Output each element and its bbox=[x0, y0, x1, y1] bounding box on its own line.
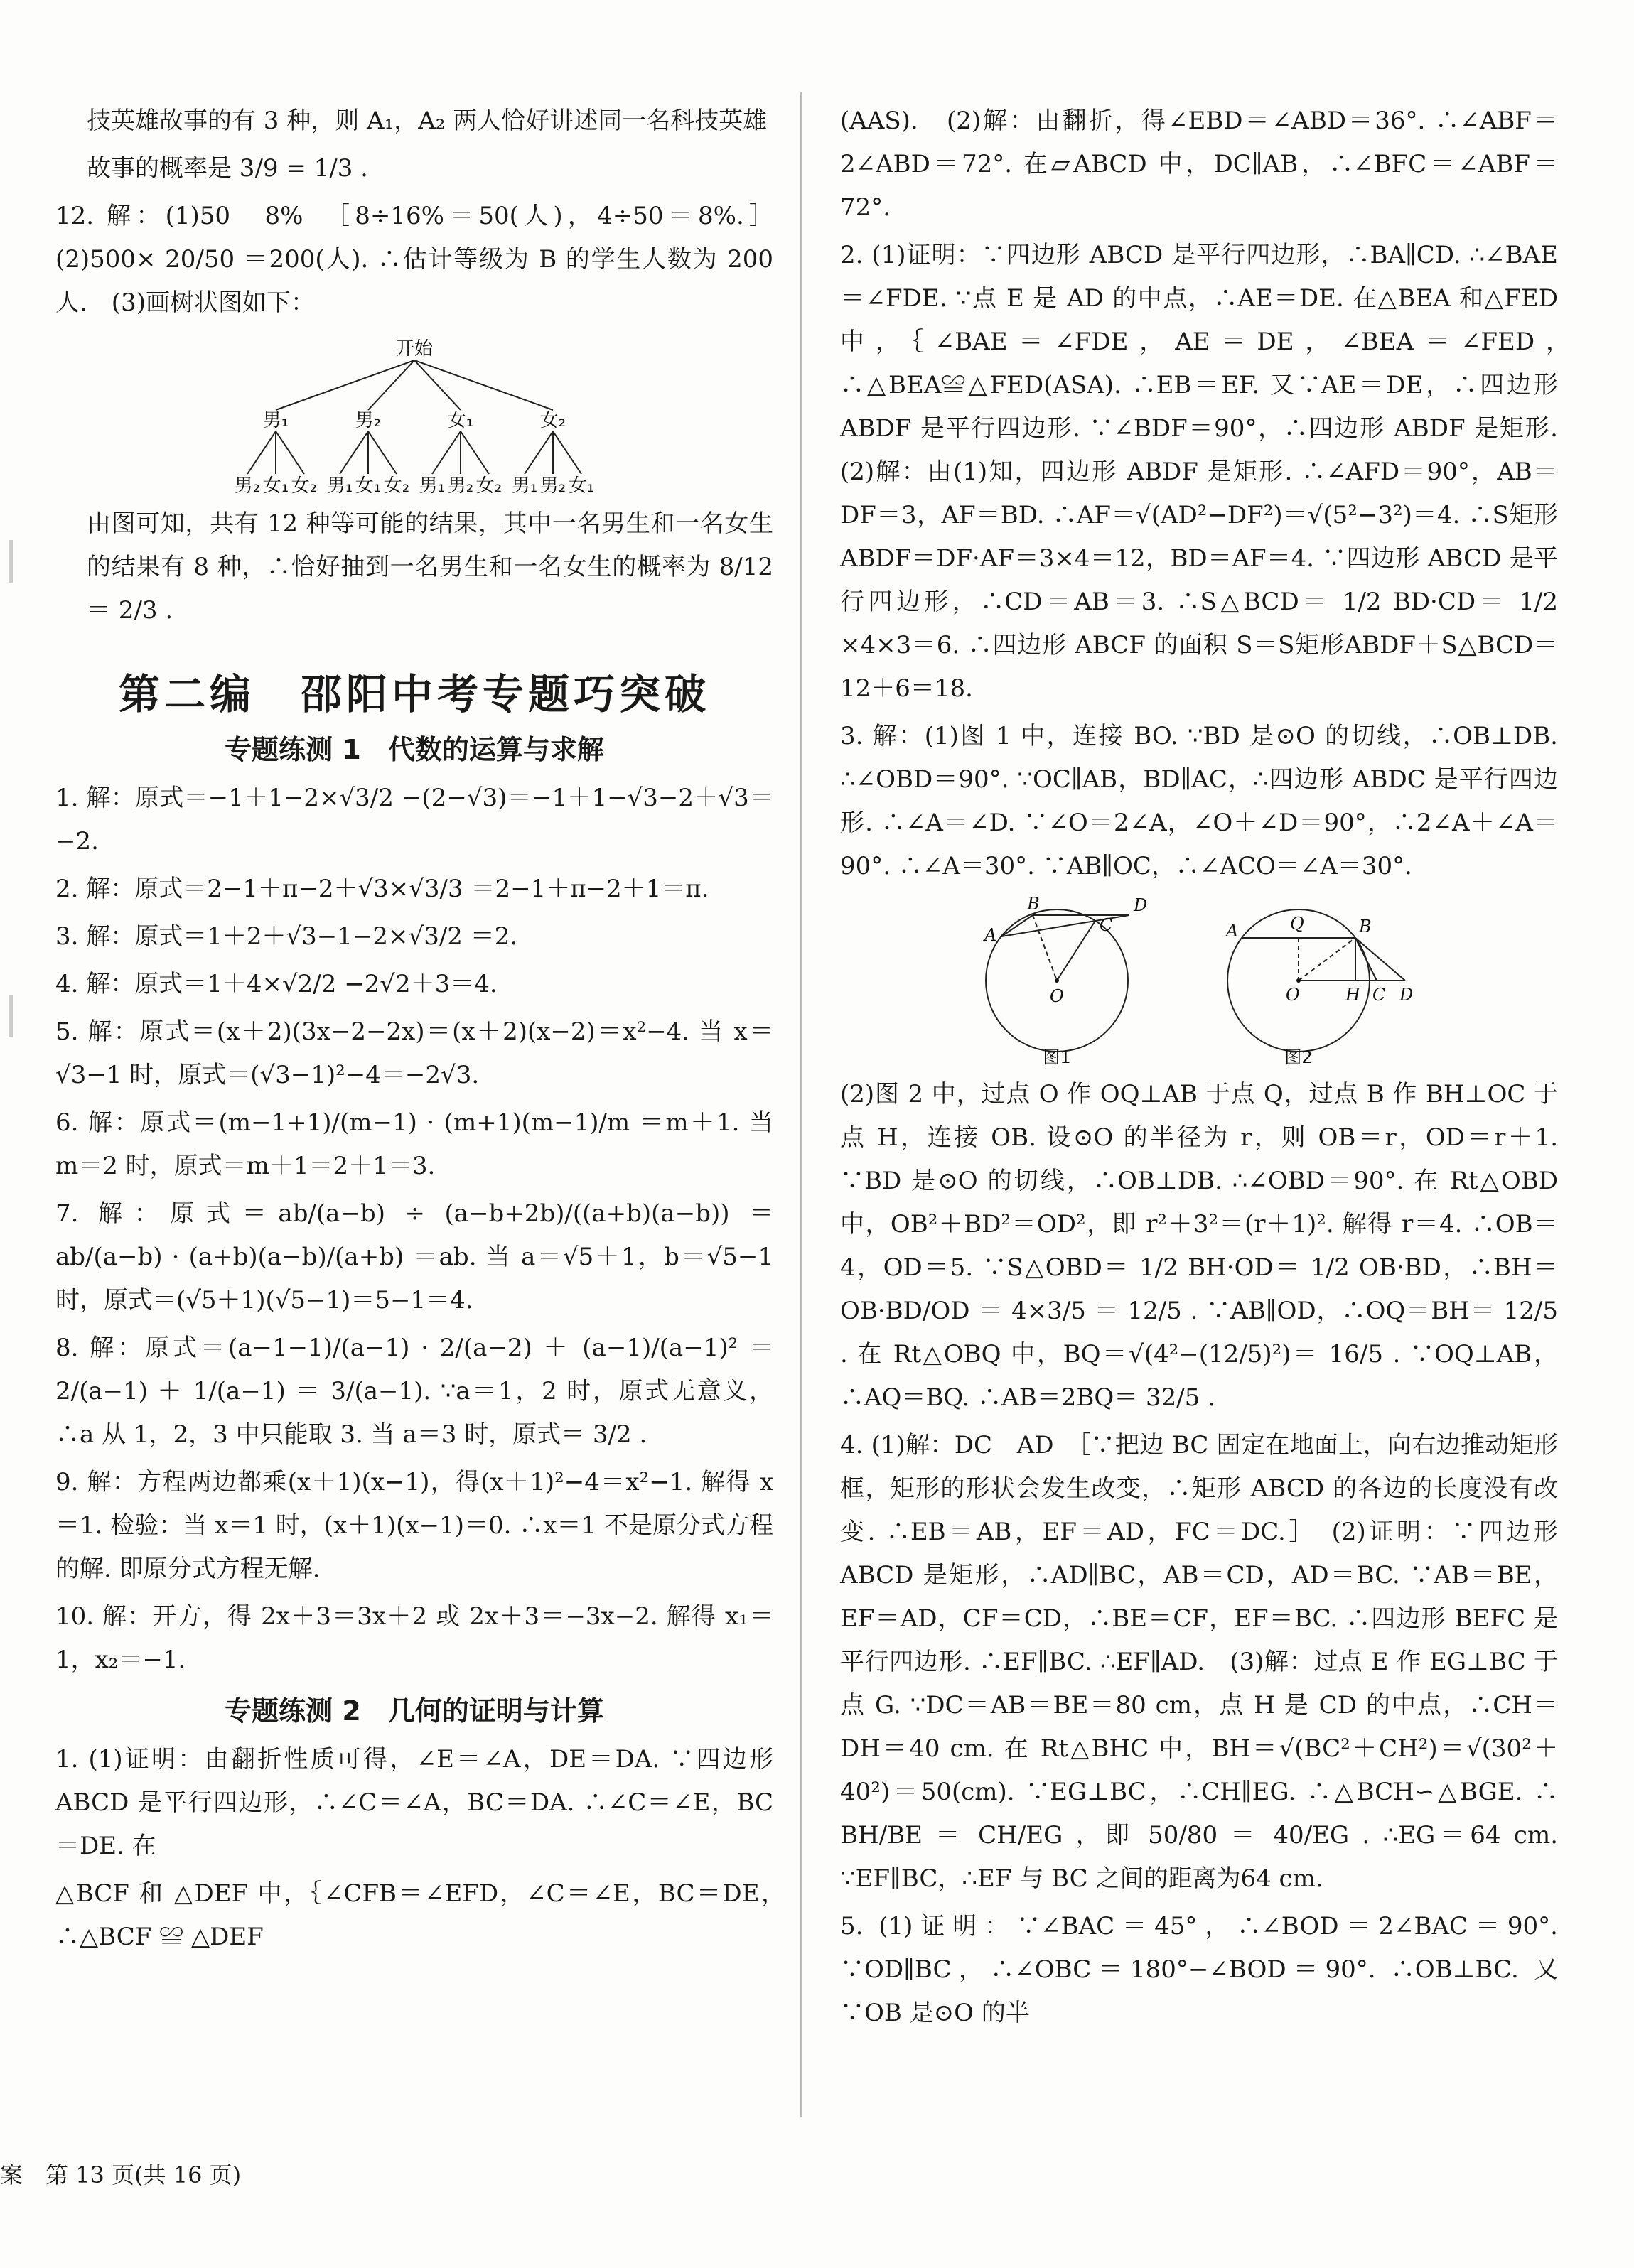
tree-leaf: 女₂ bbox=[383, 475, 410, 495]
tree-leaf: 男₂ bbox=[447, 475, 474, 495]
tree-diagram bbox=[230, 332, 599, 495]
section-title: 专题练测 2 几何的证明与计算 bbox=[225, 1695, 604, 1727]
point-label: O bbox=[1286, 985, 1300, 1005]
exercise-item: 2. (1)证明：∵四边形 ABCD 是平行四边形，∴BA∥CD. ∴∠BAE＝∠FDE. ∵点 E 是 AD 的中点，∴AE＝DE. 在△BEA 和△FED 中，｛∠BAE＝∠FDE，AE＝DE，∠BEA＝∠FED， ∴△BEA≌△FED(ASA). ∴EB＝EF. 又∵AE＝DE，∴四边形 ABDF 是平行四边形. ∵∠BDF＝90°，∴四边形 ABDF 是矩形. (2)解：由(1)知，四边形 ABDF 是矩形. ∴∠AFD＝90°，AB＝DF＝3，AF＝BD. ∴AF＝√(AD²−DF²)＝√(5²−3²)＝4. ∴S矩形ABDF＝DF·AF＝3×4＝12，BD＝AF＝4. ∵四边形 ABCD 是平行四边形，∴CD＝AB＝3. ∴S△BCD＝ 1/2 BD·CD＝ 1/2 ×4×3＝6. ∴四边形 ABCF 的面积 S＝S矩形ABDF＋S△BCD＝12＋6＝18. bbox=[840, 241, 1582, 703]
tree-leaf: 女₁ bbox=[262, 475, 289, 495]
part-title: 第二编 邵阳中考专题巧突破 bbox=[118, 670, 710, 718]
scan-edge-mark bbox=[9, 540, 13, 583]
tree-leaf: 男₂ bbox=[539, 475, 566, 495]
exercise-item: △BCF 和 △DEF 中，｛∠CFB＝∠EFD，∠C＝∠E，BC＝DE， ∴△BCF ≌ △DEF bbox=[55, 1879, 797, 1951]
exercise-item: 10. 解：开方，得 2x＋3＝3x＋2 或 2x＋3＝−3x−2. 解得 x₁＝1，x₂＝−1. bbox=[55, 1602, 773, 1674]
paragraph: 故事的概率是 3/9 = 1/3 . bbox=[87, 154, 368, 183]
exercise-item: 1. (1)证明：由翻折性质可得，∠E＝∠A，DE＝DA. ∵四边形 ABCD 是平行四边形，∴∠C＝∠A，BC＝DA. ∴∠C＝∠E，BC＝DE. 在 bbox=[55, 1745, 773, 1860]
exercise-item: 1. 解：原式＝−1＋1−2×√3/2 −(2−√3)＝−1＋1−√3−2＋√3＝−2. bbox=[55, 784, 773, 855]
exercise-item: 9. 解：方程两边都乘(x＋1)(x−1)，得(x＋1)²−4＝x²−1. 解得 x＝1. 检验：当 x＝1 时，(x＋1)(x−1)＝0. ∴x＝1 不是原分式方程的解. 即原分式方程无解. bbox=[55, 1468, 773, 1583]
exercise-item: 3. 解：(1)图 1 中，连接 BO. ∵BD 是⊙O 的切线，∴OB⊥DB. ∴∠OBD＝90°. ∵OC∥AB，BD∥AC，∴四边形 ABDC 是平行四边形. ∴∠A＝∠D. ∵∠O＝2∠A，∠O＋∠D＝90°，∴2∠A＋∠A＝90°. ∴∠A＝30°. ∵AB∥OC，∴∠ACO＝∠A＝30°. bbox=[840, 722, 1558, 880]
tree-node: 女₁ bbox=[447, 410, 474, 431]
paragraph: 由图可知，共有 12 种等可能的结果，其中一名男生和一名女生的结果有 8 种，∴恰好抽到一名男生和一名女生的概率为 8/12 ＝ 2/3 . bbox=[87, 509, 773, 625]
paragraph: (AAS). (2)解：由翻折，得∠EBD＝∠ABD＝36°. ∴∠ABF＝2∠ABD＝72°. 在▱ABCD 中，DC∥AB，∴∠BFC＝∠ABF＝72°. bbox=[840, 107, 1558, 222]
tree-leaf: 女₂ bbox=[475, 475, 502, 495]
paragraph: (2)图 2 中，过点 O 作 OQ⊥AB 于点 Q，过点 B 作 BH⊥OC 于点 H，连接 OB. 设⊙O 的半径为 r，则 OB＝r，OD＝r＋1. ∵BD 是⊙O 的切线，∴OB⊥DB. ∴∠OBD＝90°. 在 Rt△OBD 中，OB²＋BD²＝OD²，即 r²＋3²＝(r＋1)². 解得 r＝4. ∴OB＝4，OD＝5. ∵S△OBD＝ 1/2 BH·OD＝ 1/2 OB·BD，∴BH＝ OB·BD/OD ＝ 4×3/5 ＝ 12/5 . ∵AB∥OD，∴OQ＝BH＝ 12/5 . 在 Rt△OBQ 中，BQ＝√(4²−(12/5)²)＝ 16/5 . ∵OQ⊥AB，∴AQ＝BQ. ∴AB＝2BQ＝ 32/5 . bbox=[840, 1080, 1558, 1412]
left-column bbox=[55, 99, 797, 1963]
page-footer: 案 第 13 页(共 16 页) bbox=[0, 2161, 242, 2188]
exercise-item: 7. 解：原式＝ab/(a−b) ÷ (a−b+2b)/((a+b)(a−b)) ＝ ab/(a−b) · (a+b)(a−b)/(a+b) ＝ab. 当 a＝√5＋1，b＝√5−1 时，原式＝(√5＋1)(√5−1)＝5−1＝4. bbox=[55, 1199, 773, 1314]
point-label: Q bbox=[1290, 914, 1304, 934]
exercise-item: 8. 解：原式＝(a−1−1)/(a−1) · 2/(a−2) ＋ (a−1)/(a−1)² ＝ 2/(a−1) ＋ 1/(a−1) ＝ 3/(a−1). ∵a＝1，2 时，原式无意义，∴a 从 1，2，3 中只能取 3. 当 a＝3 时，原式＝ 3/2 . bbox=[55, 1334, 773, 1449]
scan-edge-mark bbox=[9, 995, 13, 1037]
point-label: A bbox=[1226, 921, 1239, 941]
tree-leaf: 男₂ bbox=[234, 475, 261, 495]
point-label: B bbox=[1359, 917, 1372, 936]
exercise-item: 4. (1)解：DC AD ［∵把边 BC 固定在地面上，向右边推动矩形框，矩形的形状会发生改变，∴矩形 ABCD 的各边的长度没有改变. ∴EB＝AB，EF＝AD，FC＝DC.］ (2)证明：∵四边形 ABCD 是矩形，∴AD∥BC，AB＝CD，AD＝BC. ∵AB＝BE，EF＝AD，CF＝CD，∴BE＝CF，EF＝BC. ∴四边形 BEFC 是平行四边形. ∴EF∥BC. ∴EF∥AD. (3)解：过点 E 作 EG⊥BC 于点 G. ∵DC＝AB＝BE＝80 cm，点 H 是 CD 的中点，∴CH＝DH＝40 cm. 在 Rt△BHC 中，BH＝√(BC²＋CH²)＝√(30²＋40²)＝50(cm). ∵EG⊥BC，∴CH∥EG. ∴△BCH∽△BGE. ∴ BH/BE ＝ CH/EG ，即 50/80 ＝ 40/EG . ∴EG＝64 cm. ∵EF∥BC，∴EF 与 BC 之间的距离为64 cm. bbox=[840, 1431, 1558, 1893]
figure-caption: 图2 bbox=[1284, 1047, 1313, 1066]
point-label: H bbox=[1345, 985, 1360, 1005]
exercise-item: 5. 解：原式＝(x＋2)(3x−2−2x)＝(x＋2)(x−2)＝x²−4. 当 x＝√3−1 时，原式＝(√3−1)²−4＝−2√3. bbox=[55, 1017, 773, 1089]
exercise-item: 6. 解：原式＝(m−1+1)/(m−1) · (m+1)(m−1)/m ＝m＋1. 当 m＝2 时，原式＝m＋1＝2＋1＝3. bbox=[55, 1108, 773, 1180]
tree-root: 开始 bbox=[395, 338, 434, 360]
tree-leaf: 男₁ bbox=[326, 475, 353, 495]
point-label: A bbox=[984, 925, 997, 945]
point-label: D bbox=[1134, 895, 1148, 915]
exercise-item: 5. (1)证明：∵∠BAC＝45°，∴∠BOD＝2∠BAC＝90°. ∵OD∥BC，∴∠OBC＝180°−∠BOD＝90°. ∴OB⊥BC. 又∵OB 是⊙O 的半 bbox=[840, 1912, 1558, 2027]
point-label: D bbox=[1399, 985, 1414, 1005]
point-label: B bbox=[1027, 895, 1040, 914]
tree-leaf: 女₁ bbox=[568, 475, 595, 495]
exercise-item: 4. 解：原式＝1＋4×√2/2 −2√2＋3＝4. bbox=[55, 970, 498, 998]
tree-node: 男₂ bbox=[355, 410, 382, 431]
exercise-item: 2. 解：原式＝2−1＋π−2＋√3×√3/3 ＝2−1＋π−2＋1＝π. bbox=[55, 875, 709, 903]
point-label: C bbox=[1372, 985, 1386, 1005]
right-column bbox=[840, 99, 1582, 2039]
tree-leaf: 男₁ bbox=[511, 475, 538, 495]
column-divider bbox=[800, 92, 802, 2117]
section-title: 专题练测 1 代数的运算与求解 bbox=[225, 734, 604, 765]
question-12: 12. 解：(1)50 8% ［8÷16%＝50(人)，4÷50＝8%.］ (2)500× 20/50 ＝200(人). ∴估计等级为 B 的学生人数为 200 人. (3)画树状图如下： bbox=[55, 202, 773, 317]
exercise-item: 3. 解：原式＝1＋2＋√3−1−2×√3/2 ＝2. bbox=[55, 922, 518, 951]
geometry-figures bbox=[943, 895, 1455, 1066]
paragraph: 技英雄故事的有 3 种，则 A₁，A₂ 两人恰好讲述同一名科技英雄 bbox=[87, 107, 768, 135]
tree-leaf: 女₂ bbox=[291, 475, 318, 495]
figure-caption: 图1 bbox=[1043, 1047, 1071, 1066]
tree-node: 女₂ bbox=[539, 410, 566, 431]
tree-leaf: 男₁ bbox=[419, 475, 446, 495]
tree-node: 男₁ bbox=[262, 410, 289, 431]
point-label: O bbox=[1050, 986, 1064, 1006]
tree-leaf: 女₁ bbox=[355, 475, 382, 495]
point-label: C bbox=[1100, 915, 1113, 935]
